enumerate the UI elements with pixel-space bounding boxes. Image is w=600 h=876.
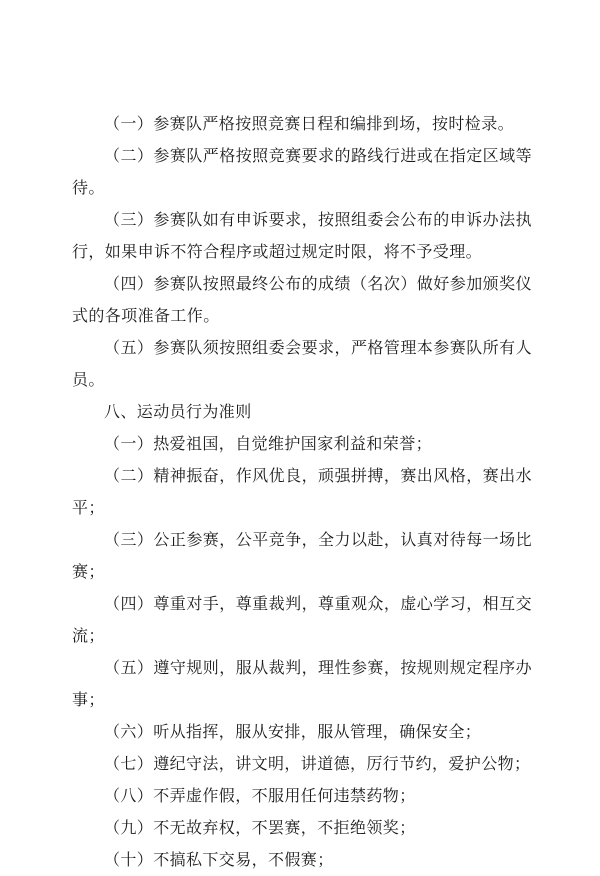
conduct-item-6: （六）听从指挥，服从安排，服从管理，确保安全； bbox=[104, 722, 482, 741]
conduct-item-7: （七）遵纪守法，讲文明，讲道德，厉行节约，爱护公物； bbox=[104, 754, 531, 773]
conduct-item-8: （八）不弄虚作假，不服用任何违禁药物； bbox=[104, 786, 416, 805]
rule-item-7-1: （一）参赛队严格按照竞赛日程和编排到场，按时检录。 bbox=[104, 114, 515, 133]
conduct-item-2: （二）精神振奋，作风优良，顽强拼搏，赛出风格，赛出水平； bbox=[72, 466, 532, 517]
conduct-item-4: （四）尊重对手，尊重裁判，尊重观众，虚心学习，相互交流； bbox=[72, 594, 532, 645]
document-body bbox=[72, 108, 532, 876]
section-heading-athlete-conduct: 八、运动员行为准则 bbox=[104, 402, 252, 421]
rule-item-7-3: （三）参赛队如有申诉要求，按照组委会公布的申诉办法执行，如果申诉不符合程序或超过规定时限，将不予受理。 bbox=[72, 210, 532, 261]
rule-item-7-5: （五）参赛队须按照组委会要求，严格管理本参赛队所有人员。 bbox=[72, 338, 532, 389]
rule-item-7-2: （二）参赛队严格按照竞赛要求的路线行进或在指定区域等待。 bbox=[72, 146, 532, 197]
conduct-item-10: （十）不搞私下交易，不假赛； bbox=[104, 850, 334, 869]
conduct-item-9: （九）不无故弃权，不罢赛，不拒绝领奖； bbox=[104, 818, 416, 837]
conduct-item-5: （五）遵守规则，服从裁判，理性参赛，按规则规定程序办事； bbox=[72, 658, 532, 709]
rule-item-7-4: （四）参赛队按照最终公布的成绩（名次）做好参加颁奖仪式的各项准备工作。 bbox=[72, 274, 532, 325]
conduct-item-3: （三）公正参赛，公平竞争，全力以赴，认真对待每一场比赛； bbox=[72, 530, 532, 581]
conduct-item-1: （一）热爱祖国，自觉维护国家利益和荣誉； bbox=[104, 434, 433, 453]
